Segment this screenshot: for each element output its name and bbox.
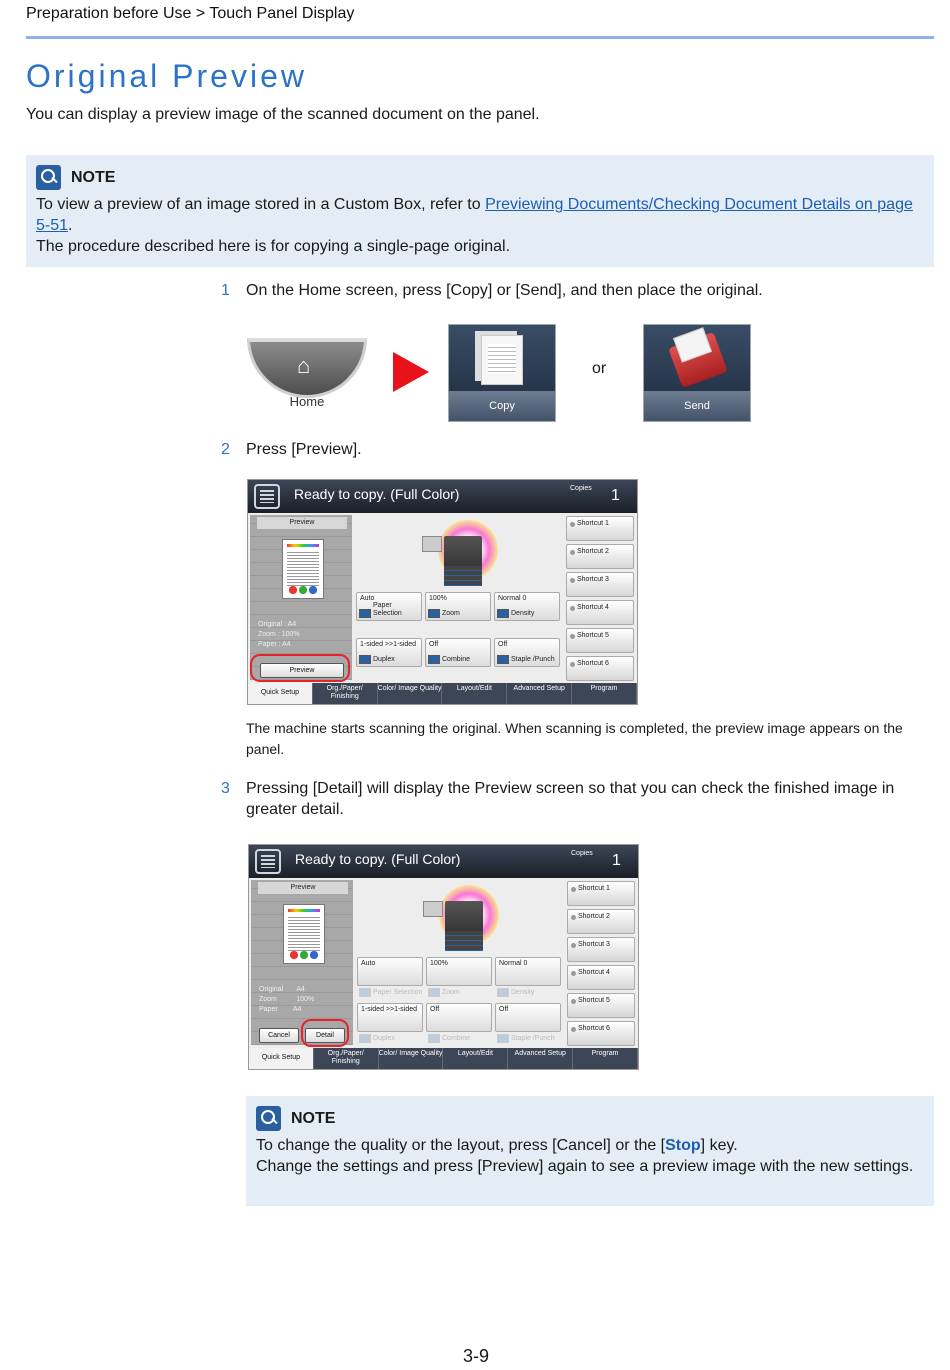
density-button[interactable]: Normal 0 Density xyxy=(494,592,560,621)
shortcut-5-button[interactable]: Shortcut 5 xyxy=(567,993,635,1018)
info-key: Original xyxy=(259,986,284,993)
step-3 xyxy=(221,778,926,820)
shortcut-3-button[interactable]: Shortcut 3 xyxy=(566,572,634,597)
shortcut-5-button[interactable]: Shortcut 5 xyxy=(566,628,634,653)
copy-label: Copy xyxy=(449,391,555,421)
note-text-prefix: To change the quality or the layout, press [Cancel] or the [ xyxy=(256,1137,666,1154)
step-2 xyxy=(221,439,926,460)
zoom-button[interactable]: 100% xyxy=(426,957,492,986)
machine-image xyxy=(419,885,499,955)
send-tile[interactable] xyxy=(643,324,751,422)
tab-program[interactable]: Program xyxy=(573,1048,638,1069)
combine-button[interactable]: Off xyxy=(426,1003,492,1032)
step-text: On the Home screen, press [Copy] or [Send], and then place the original. xyxy=(246,282,763,299)
tab-org-paper-finishing[interactable]: Org./Paper/ Finishing xyxy=(313,683,378,704)
breadcrumb: Preparation before Use > Touch Panel Display xyxy=(26,5,355,22)
density-label-dim: Density xyxy=(495,977,561,999)
step-1 xyxy=(221,280,926,301)
note-text-1 xyxy=(36,194,924,236)
home-icon: ⌂ xyxy=(297,353,311,378)
info-value: A4 xyxy=(287,621,297,628)
previewing-documents-link[interactable]: Previewing Documents/Checking Document Details on page 5-51 xyxy=(36,196,913,234)
machine-image xyxy=(418,520,498,590)
preview-title: Preview xyxy=(258,882,348,894)
preview-title: Preview xyxy=(257,517,347,529)
note-header xyxy=(256,1106,924,1131)
header-rule xyxy=(26,36,934,39)
paper-selection-button[interactable]: Auto Paper Selection xyxy=(356,592,422,621)
copies-label: Copies xyxy=(570,485,592,492)
tab-layout-edit[interactable]: Layout/Edit xyxy=(443,1048,508,1069)
copies-label: Copies xyxy=(571,850,593,857)
step-number: 2 xyxy=(221,441,230,458)
info-key: Paper xyxy=(259,1006,278,1013)
panel-tabs xyxy=(248,683,637,704)
step-text: Pressing [Detail] will display the Preview screen so that you can check the finished image in greater detail. xyxy=(246,780,895,818)
shortcut-1-button[interactable]: Shortcut 1 xyxy=(566,516,634,541)
tab-color-image-quality[interactable]: Color/ Image Quality xyxy=(378,683,443,704)
info-key: Zoom xyxy=(258,631,276,638)
shortcut-6-button[interactable]: Shortcut 6 xyxy=(566,656,634,681)
shortcut-4-button[interactable]: Shortcut 4 xyxy=(566,600,634,625)
density-button[interactable]: Normal 0 xyxy=(495,957,561,986)
preview-highlight-circle xyxy=(250,654,350,682)
staple-punch-button[interactable]: Off Staple /Punch xyxy=(494,638,560,667)
info-key: Paper xyxy=(258,641,277,648)
info-key: Zoom xyxy=(259,996,277,1003)
tab-quick-setup[interactable]: Quick Setup xyxy=(249,1048,314,1069)
copy-panel-screenshot-1 xyxy=(247,479,638,705)
tab-layout-edit[interactable]: Layout/Edit xyxy=(442,683,507,704)
copy-mode-icon xyxy=(254,484,280,509)
panel-header xyxy=(249,845,638,878)
note-header xyxy=(36,165,924,190)
duplex-button[interactable]: 1-sided >>1-sided xyxy=(357,1003,423,1032)
paper-selection-button[interactable]: Auto xyxy=(357,957,423,986)
tab-org-paper-finishing[interactable]: Org./Paper/ Finishing xyxy=(314,1048,379,1069)
tab-program[interactable]: Program xyxy=(572,683,637,704)
info-key: Original xyxy=(258,621,283,628)
note-box-2 xyxy=(246,1096,934,1206)
step-number: 1 xyxy=(221,282,230,299)
shortcut-2-button[interactable]: Shortcut 2 xyxy=(566,544,634,569)
note-text-1 xyxy=(256,1135,924,1156)
panel-header xyxy=(248,480,637,513)
shortcut-1-button[interactable]: Shortcut 1 xyxy=(567,881,635,906)
panel-tabs xyxy=(249,1048,638,1069)
ready-status: Ready to copy. (Full Color) xyxy=(295,851,461,867)
note-magnifier-icon xyxy=(36,165,61,190)
ready-status: Ready to copy. (Full Color) xyxy=(294,486,460,502)
paper-selection-label-dim: Paper Selection xyxy=(357,977,423,999)
note-text-2: Change the settings and press [Preview] again to see a preview image with the new settings. xyxy=(256,1158,914,1175)
staple-punch-button[interactable]: Off xyxy=(495,1003,561,1032)
copy-icon xyxy=(481,335,523,385)
zoom-button[interactable]: 100% Zoom xyxy=(425,592,491,621)
info-value: 100% xyxy=(281,631,300,638)
note-magnifier-icon xyxy=(256,1106,281,1131)
note-label: NOTE xyxy=(71,169,116,186)
combine-button[interactable]: Off Combine xyxy=(425,638,491,667)
note-box-1 xyxy=(26,155,934,267)
home-button[interactable] xyxy=(247,338,367,414)
copies-count: 1 xyxy=(612,852,621,869)
tab-advanced-setup[interactable]: Advanced Setup xyxy=(508,1048,573,1069)
duplex-button[interactable]: 1-sided >>1-sided Duplex xyxy=(356,638,422,667)
shortcut-4-button[interactable]: Shortcut 4 xyxy=(567,965,635,990)
page-title: Original Preview xyxy=(26,58,307,94)
note-text-prefix: To view a preview of an image stored in a Custom Box, refer to xyxy=(36,196,486,213)
scan-caption: The machine starts scanning the original. When scanning is completed, the preview image appears on the panel. xyxy=(246,720,903,757)
shortcut-6-button[interactable]: Shortcut 6 xyxy=(567,1021,635,1046)
note-label: NOTE xyxy=(291,1110,336,1127)
note-text-suffix: . xyxy=(68,217,73,234)
step-number: 3 xyxy=(221,780,230,797)
zoom-label-dim: Zoom xyxy=(426,977,492,999)
info-value: 100% xyxy=(296,996,315,1003)
note-text-2: The procedure described here is for copying a single-page original. xyxy=(36,238,511,255)
preview-color-dots xyxy=(289,950,319,960)
duplex-label-dim: Duplex xyxy=(357,1023,423,1045)
preview-info: Original : A4 Zoom : 100% Paper : A4 xyxy=(258,621,300,648)
info-value: A4 xyxy=(296,986,305,993)
copies-count: 1 xyxy=(611,487,620,504)
shortcut-2-button[interactable]: Shortcut 2 xyxy=(567,909,635,934)
detail-button[interactable]: Detail xyxy=(305,1028,345,1043)
combine-label-dim: Combine xyxy=(426,1023,492,1045)
page-number: 3-9 xyxy=(463,1346,490,1366)
tab-advanced-setup[interactable]: Advanced Setup xyxy=(507,683,572,704)
copy-panel-screenshot-2 xyxy=(248,844,639,1070)
arrow-right-icon xyxy=(393,352,429,392)
preview-info xyxy=(259,985,314,1015)
stop-key-label: Stop xyxy=(665,1137,701,1154)
tab-color-image-quality[interactable]: Color/ Image Quality xyxy=(379,1048,444,1069)
preview-button[interactable]: Preview xyxy=(260,663,344,678)
send-label: Send xyxy=(644,391,750,421)
note-text-suffix: ] key. xyxy=(700,1137,738,1154)
staple-punch-label-dim: Staple /Punch xyxy=(495,1023,561,1045)
copy-mode-icon xyxy=(255,849,281,874)
send-icon xyxy=(668,332,727,388)
info-value: A4 xyxy=(282,641,291,648)
info-value: A4 xyxy=(292,1006,302,1013)
shortcut-3-button[interactable]: Shortcut 3 xyxy=(567,937,635,962)
detail-highlight-circle xyxy=(301,1019,349,1047)
copy-tile[interactable] xyxy=(448,324,556,422)
cancel-button[interactable]: Cancel xyxy=(259,1028,299,1043)
home-label: Home xyxy=(289,394,325,409)
intro-text: You can display a preview image of the scanned document on the panel. xyxy=(26,106,540,123)
step-text: Press [Preview]. xyxy=(246,441,362,458)
or-text: or xyxy=(592,360,607,377)
preview-color-dots xyxy=(288,585,318,595)
tab-quick-setup[interactable]: Quick Setup xyxy=(248,683,313,704)
